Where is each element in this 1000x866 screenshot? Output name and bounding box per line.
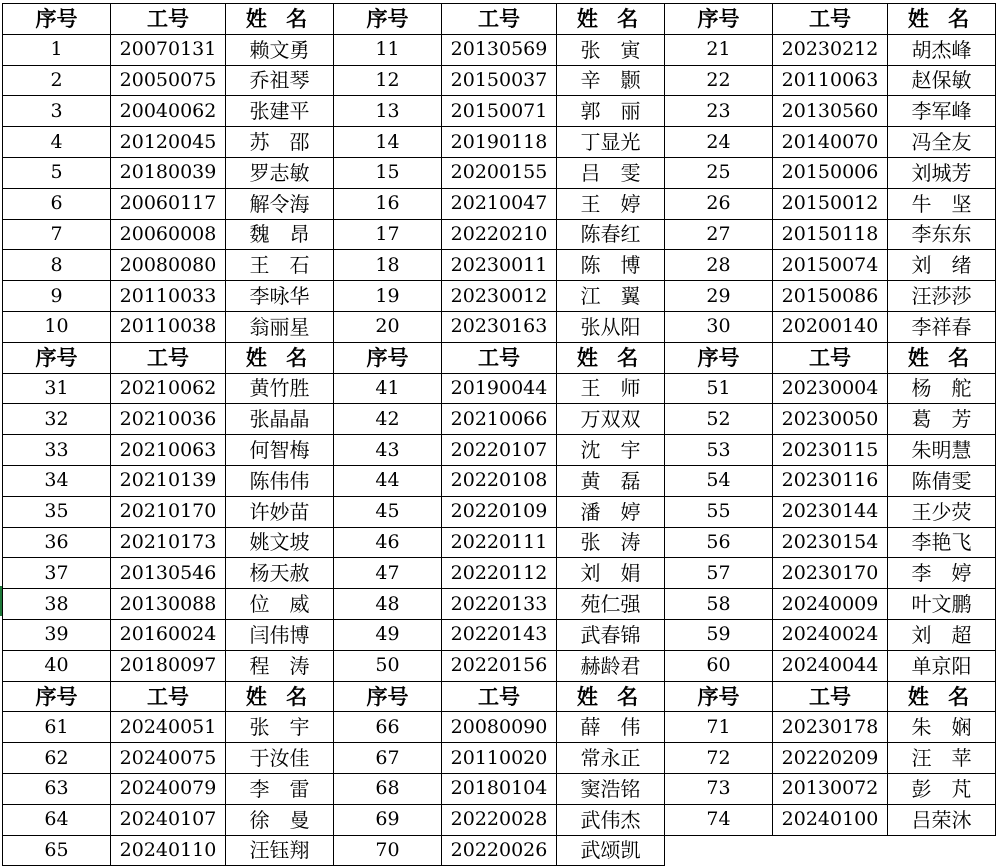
header-row (3, 342, 996, 373)
name-cell[interactable]: 葛芳 (888, 404, 996, 435)
name-cell[interactable]: 黄竹胜 (226, 373, 334, 404)
name-cell[interactable]: 汪钰翔 (226, 835, 334, 866)
employee-id-cell[interactable]: 20210173 (111, 527, 226, 558)
employee-id-cell[interactable]: 20210047 (442, 188, 557, 219)
employee-id-cell[interactable]: 20150006 (773, 157, 888, 188)
seq-cell[interactable]: 59 (665, 619, 773, 650)
seq-cell[interactable]: 21 (665, 34, 773, 65)
name-cell[interactable]: 王石 (226, 250, 334, 281)
column-header-seq[interactable]: 序号 (3, 342, 111, 373)
employee-id-cell[interactable]: 20180097 (111, 650, 226, 681)
staff-roster-table (2, 3, 996, 866)
seq-cell[interactable]: 43 (334, 435, 442, 466)
employee-id-cell[interactable]: 20240009 (773, 589, 888, 620)
employee-id-cell[interactable]: 20130088 (111, 589, 226, 620)
name-cell[interactable]: 李婷 (888, 558, 996, 589)
employee-id-cell[interactable]: 20240044 (773, 650, 888, 681)
column-header-id[interactable]: 工号 (111, 342, 226, 373)
table-row (3, 465, 996, 496)
name-cell[interactable]: 魏昂 (226, 219, 334, 250)
seq-cell[interactable]: 32 (3, 404, 111, 435)
name-cell[interactable]: 李军峰 (888, 96, 996, 127)
employee-id-cell[interactable]: 20220112 (442, 558, 557, 589)
employee-id-cell[interactable]: 20080090 (442, 712, 557, 743)
column-header-name[interactable]: 姓 名 (557, 4, 665, 35)
table-row (3, 96, 996, 127)
table-row (3, 619, 996, 650)
seq-cell[interactable]: 67 (334, 743, 442, 774)
seq-cell[interactable]: 10 (3, 311, 111, 342)
seq-cell[interactable]: 30 (665, 311, 773, 342)
employee-id-cell[interactable]: 20230011 (442, 250, 557, 281)
empty-cell[interactable] (888, 835, 996, 866)
seq-cell[interactable]: 24 (665, 127, 773, 158)
name-cell[interactable]: 薛伟 (557, 712, 665, 743)
name-cell[interactable]: 吕雯 (557, 157, 665, 188)
seq-cell[interactable]: 15 (334, 157, 442, 188)
name-cell[interactable]: 张晶晶 (226, 404, 334, 435)
name-cell[interactable]: 沈宇 (557, 435, 665, 466)
employee-id-cell[interactable]: 20210062 (111, 373, 226, 404)
seq-cell[interactable]: 18 (334, 250, 442, 281)
column-header-seq[interactable]: 序号 (665, 342, 773, 373)
employee-id-cell[interactable]: 20180104 (442, 773, 557, 804)
table-row (3, 650, 996, 681)
seq-cell[interactable]: 40 (3, 650, 111, 681)
employee-id-cell[interactable]: 20110063 (773, 65, 888, 96)
seq-cell[interactable]: 11 (334, 34, 442, 65)
employee-id-cell[interactable]: 20240100 (773, 804, 888, 835)
name-cell[interactable]: 陈博 (557, 250, 665, 281)
column-header-seq[interactable]: 序号 (3, 681, 111, 712)
seq-cell[interactable]: 36 (3, 527, 111, 558)
seq-cell[interactable]: 45 (334, 496, 442, 527)
employee-id-cell[interactable]: 20230116 (773, 465, 888, 496)
name-cell[interactable]: 陈伟伟 (226, 465, 334, 496)
seq-cell[interactable]: 22 (665, 65, 773, 96)
column-header-id[interactable]: 工号 (442, 342, 557, 373)
name-cell[interactable]: 武伟杰 (557, 804, 665, 835)
seq-cell[interactable]: 62 (3, 743, 111, 774)
seq-cell[interactable]: 50 (334, 650, 442, 681)
column-header-id[interactable]: 工号 (773, 4, 888, 35)
name-cell[interactable]: 吕荣沐 (888, 804, 996, 835)
seq-cell[interactable]: 44 (334, 465, 442, 496)
name-cell[interactable]: 王婷 (557, 188, 665, 219)
name-cell[interactable]: 郭丽 (557, 96, 665, 127)
employee-id-cell[interactable]: 20220108 (442, 465, 557, 496)
seq-cell[interactable]: 51 (665, 373, 773, 404)
name-cell[interactable]: 辛颢 (557, 65, 665, 96)
seq-cell[interactable]: 17 (334, 219, 442, 250)
employee-id-cell[interactable]: 20220026 (442, 835, 557, 866)
name-cell[interactable]: 刘城芳 (888, 157, 996, 188)
empty-cell[interactable] (665, 835, 773, 866)
name-cell[interactable]: 张建平 (226, 96, 334, 127)
table-row (3, 34, 996, 65)
seq-cell[interactable]: 73 (665, 773, 773, 804)
column-header-name[interactable]: 姓 名 (888, 4, 996, 35)
employee-id-cell[interactable]: 20080080 (111, 250, 226, 281)
name-cell[interactable]: 陈倩雯 (888, 465, 996, 496)
seq-cell[interactable]: 29 (665, 281, 773, 312)
name-cell[interactable]: 叶文鹏 (888, 589, 996, 620)
seq-cell[interactable]: 5 (3, 157, 111, 188)
seq-cell[interactable]: 8 (3, 250, 111, 281)
employee-id-cell[interactable]: 20210170 (111, 496, 226, 527)
seq-cell[interactable]: 28 (665, 250, 773, 281)
seq-cell[interactable]: 3 (3, 96, 111, 127)
employee-id-cell[interactable]: 20110020 (442, 743, 557, 774)
seq-cell[interactable]: 42 (334, 404, 442, 435)
column-header-name[interactable]: 姓 名 (888, 681, 996, 712)
seq-cell[interactable]: 61 (3, 712, 111, 743)
table-row (3, 281, 996, 312)
seq-cell[interactable]: 64 (3, 804, 111, 835)
seq-cell[interactable]: 31 (3, 373, 111, 404)
name-cell[interactable]: 乔祖琴 (226, 65, 334, 96)
employee-id-cell[interactable]: 20190044 (442, 373, 557, 404)
employee-id-cell[interactable]: 20220143 (442, 619, 557, 650)
name-cell[interactable]: 江翼 (557, 281, 665, 312)
employee-id-cell[interactable]: 20230144 (773, 496, 888, 527)
column-header-id[interactable]: 工号 (442, 681, 557, 712)
employee-id-cell[interactable]: 20040062 (111, 96, 226, 127)
column-header-name[interactable]: 姓 名 (226, 681, 334, 712)
employee-id-cell[interactable]: 20220133 (442, 589, 557, 620)
seq-cell[interactable]: 41 (334, 373, 442, 404)
table-row (3, 219, 996, 250)
seq-cell[interactable]: 65 (3, 835, 111, 866)
seq-cell[interactable]: 53 (665, 435, 773, 466)
seq-cell[interactable]: 1 (3, 34, 111, 65)
seq-cell[interactable]: 47 (334, 558, 442, 589)
employee-id-cell[interactable]: 20220109 (442, 496, 557, 527)
employee-id-cell[interactable]: 20220111 (442, 527, 557, 558)
seq-cell[interactable]: 2 (3, 65, 111, 96)
seq-cell[interactable]: 57 (665, 558, 773, 589)
name-cell[interactable]: 李咏华 (226, 281, 334, 312)
table-row (3, 743, 996, 774)
employee-id-cell[interactable]: 20180039 (111, 157, 226, 188)
empty-cell[interactable] (773, 835, 888, 866)
employee-id-cell[interactable]: 20210063 (111, 435, 226, 466)
column-header-seq[interactable]: 序号 (3, 4, 111, 35)
seq-cell[interactable]: 48 (334, 589, 442, 620)
seq-cell[interactable]: 7 (3, 219, 111, 250)
table-row (3, 127, 996, 158)
name-cell[interactable]: 杨天赦 (226, 558, 334, 589)
seq-cell[interactable]: 35 (3, 496, 111, 527)
employee-id-cell[interactable]: 20220028 (442, 804, 557, 835)
name-cell[interactable]: 胡杰峰 (888, 34, 996, 65)
table-row (3, 435, 996, 466)
seq-cell[interactable]: 19 (334, 281, 442, 312)
seq-cell[interactable]: 14 (334, 127, 442, 158)
employee-id-cell[interactable]: 20240075 (111, 743, 226, 774)
table-row (3, 558, 996, 589)
seq-cell[interactable]: 54 (665, 465, 773, 496)
seq-cell[interactable]: 71 (665, 712, 773, 743)
employee-id-cell[interactable]: 20070131 (111, 34, 226, 65)
header-row (3, 681, 996, 712)
seq-cell[interactable]: 13 (334, 96, 442, 127)
name-cell[interactable]: 朱明慧 (888, 435, 996, 466)
seq-cell[interactable]: 12 (334, 65, 442, 96)
employee-id-cell[interactable]: 20240107 (111, 804, 226, 835)
name-cell[interactable]: 万双双 (557, 404, 665, 435)
seq-cell[interactable]: 46 (334, 527, 442, 558)
employee-id-cell[interactable]: 20230212 (773, 34, 888, 65)
employee-id-cell[interactable]: 20120045 (111, 127, 226, 158)
seq-cell[interactable]: 23 (665, 96, 773, 127)
name-cell[interactable]: 常永正 (557, 743, 665, 774)
name-cell[interactable]: 于汝佳 (226, 743, 334, 774)
column-header-id[interactable]: 工号 (111, 4, 226, 35)
name-cell[interactable]: 丁显光 (557, 127, 665, 158)
table-row (3, 712, 996, 743)
name-cell[interactable]: 张宇 (226, 712, 334, 743)
employee-id-cell[interactable]: 20240024 (773, 619, 888, 650)
column-header-name[interactable]: 姓 名 (557, 681, 665, 712)
column-header-id[interactable]: 工号 (111, 681, 226, 712)
seq-cell[interactable]: 16 (334, 188, 442, 219)
name-cell[interactable]: 黄磊 (557, 465, 665, 496)
seq-cell[interactable]: 66 (334, 712, 442, 743)
employee-id-cell[interactable]: 20230163 (442, 311, 557, 342)
name-cell[interactable]: 武春锦 (557, 619, 665, 650)
name-cell[interactable]: 刘超 (888, 619, 996, 650)
seq-cell[interactable]: 6 (3, 188, 111, 219)
seq-cell[interactable]: 25 (665, 157, 773, 188)
employee-id-cell[interactable]: 20220107 (442, 435, 557, 466)
employee-id-cell[interactable]: 20230178 (773, 712, 888, 743)
employee-id-cell[interactable]: 20160024 (111, 619, 226, 650)
name-cell[interactable]: 李雷 (226, 773, 334, 804)
employee-id-cell[interactable]: 20150086 (773, 281, 888, 312)
name-cell[interactable]: 闫伟博 (226, 619, 334, 650)
seq-cell[interactable]: 55 (665, 496, 773, 527)
header-row (3, 4, 996, 35)
employee-id-cell[interactable]: 20130546 (111, 558, 226, 589)
employee-id-cell[interactable]: 20220156 (442, 650, 557, 681)
seq-cell[interactable]: 27 (665, 219, 773, 250)
column-header-seq[interactable]: 序号 (665, 681, 773, 712)
employee-id-cell[interactable]: 20240051 (111, 712, 226, 743)
employee-id-cell[interactable]: 20050075 (111, 65, 226, 96)
column-header-seq[interactable]: 序号 (334, 681, 442, 712)
employee-id-cell[interactable]: 20240110 (111, 835, 226, 866)
employee-id-cell[interactable]: 20230154 (773, 527, 888, 558)
name-cell[interactable]: 杨舵 (888, 373, 996, 404)
employee-id-cell[interactable]: 20220210 (442, 219, 557, 250)
employee-id-cell[interactable]: 20150118 (773, 219, 888, 250)
column-header-name[interactable]: 姓 名 (226, 342, 334, 373)
table-row (3, 404, 996, 435)
table-row (3, 527, 996, 558)
employee-id-cell[interactable]: 20230004 (773, 373, 888, 404)
employee-id-cell[interactable]: 20130569 (442, 34, 557, 65)
name-cell[interactable]: 冯全友 (888, 127, 996, 158)
seq-cell[interactable]: 72 (665, 743, 773, 774)
employee-id-cell[interactable]: 20240079 (111, 773, 226, 804)
name-cell[interactable]: 张从阳 (557, 311, 665, 342)
seq-cell[interactable]: 20 (334, 311, 442, 342)
name-cell[interactable]: 王师 (557, 373, 665, 404)
name-cell[interactable]: 翁丽星 (226, 311, 334, 342)
table-row (3, 157, 996, 188)
employee-id-cell[interactable]: 20130072 (773, 773, 888, 804)
employee-id-cell[interactable]: 20130560 (773, 96, 888, 127)
name-cell[interactable]: 汪苹 (888, 743, 996, 774)
name-cell[interactable]: 赵保敏 (888, 65, 996, 96)
column-header-seq[interactable]: 序号 (665, 4, 773, 35)
seq-cell[interactable]: 49 (334, 619, 442, 650)
name-cell[interactable]: 牛坚 (888, 188, 996, 219)
column-header-name[interactable]: 姓 名 (888, 342, 996, 373)
table-row (3, 496, 996, 527)
employee-id-cell[interactable]: 20150012 (773, 188, 888, 219)
name-cell[interactable]: 陈春红 (557, 219, 665, 250)
name-cell[interactable]: 位威 (226, 589, 334, 620)
employee-id-cell[interactable]: 20200155 (442, 157, 557, 188)
employee-id-cell[interactable]: 20150074 (773, 250, 888, 281)
column-header-id[interactable]: 工号 (442, 4, 557, 35)
name-cell[interactable]: 潘婷 (557, 496, 665, 527)
table-row (3, 65, 996, 96)
employee-id-cell[interactable]: 20060008 (111, 219, 226, 250)
table-row (3, 250, 996, 281)
name-cell[interactable]: 李东东 (888, 219, 996, 250)
employee-id-cell[interactable]: 20110038 (111, 311, 226, 342)
name-cell[interactable]: 刘绪 (888, 250, 996, 281)
seq-cell[interactable]: 9 (3, 281, 111, 312)
name-cell[interactable]: 苏邵 (226, 127, 334, 158)
seq-cell[interactable]: 63 (3, 773, 111, 804)
seq-cell[interactable]: 37 (3, 558, 111, 589)
name-cell[interactable]: 汪莎莎 (888, 281, 996, 312)
employee-id-cell[interactable]: 20110033 (111, 281, 226, 312)
employee-id-cell[interactable]: 20220209 (773, 743, 888, 774)
name-cell[interactable]: 赖文勇 (226, 34, 334, 65)
employee-id-cell[interactable]: 20140070 (773, 127, 888, 158)
column-header-id[interactable]: 工号 (773, 681, 888, 712)
name-cell[interactable]: 武颂凯 (557, 835, 665, 866)
table-row (3, 589, 996, 620)
table-row (3, 835, 996, 866)
table-row (3, 773, 996, 804)
seq-cell[interactable]: 34 (3, 465, 111, 496)
name-cell[interactable]: 姚文坡 (226, 527, 334, 558)
employee-id-cell[interactable]: 20150037 (442, 65, 557, 96)
seq-cell[interactable]: 58 (665, 589, 773, 620)
name-cell[interactable]: 彭芃 (888, 773, 996, 804)
seq-cell[interactable]: 26 (665, 188, 773, 219)
seq-cell[interactable]: 69 (334, 804, 442, 835)
name-cell[interactable]: 张寅 (557, 34, 665, 65)
seq-cell[interactable]: 33 (3, 435, 111, 466)
employee-id-cell[interactable]: 20200140 (773, 311, 888, 342)
name-cell[interactable]: 罗志敏 (226, 157, 334, 188)
employee-id-cell[interactable]: 20060117 (111, 188, 226, 219)
seq-cell[interactable]: 70 (334, 835, 442, 866)
table-row (3, 311, 996, 342)
column-header-name[interactable]: 姓 名 (557, 342, 665, 373)
name-cell[interactable]: 王少荧 (888, 496, 996, 527)
employee-id-cell[interactable]: 20230012 (442, 281, 557, 312)
name-cell[interactable]: 窦浩铭 (557, 773, 665, 804)
name-cell[interactable]: 解令海 (226, 188, 334, 219)
name-cell[interactable]: 赫龄君 (557, 650, 665, 681)
name-cell[interactable]: 程涛 (226, 650, 334, 681)
seq-cell[interactable]: 56 (665, 527, 773, 558)
employee-id-cell[interactable]: 20150071 (442, 96, 557, 127)
table-row (3, 804, 996, 835)
column-header-name[interactable]: 姓 名 (226, 4, 334, 35)
seq-cell[interactable]: 52 (665, 404, 773, 435)
name-cell[interactable]: 张涛 (557, 527, 665, 558)
employee-id-cell[interactable]: 20190118 (442, 127, 557, 158)
name-cell[interactable]: 何智梅 (226, 435, 334, 466)
seq-cell[interactable]: 4 (3, 127, 111, 158)
seq-cell[interactable]: 68 (334, 773, 442, 804)
name-cell[interactable]: 徐曼 (226, 804, 334, 835)
seq-cell[interactable]: 39 (3, 619, 111, 650)
employee-id-cell[interactable]: 20210036 (111, 404, 226, 435)
seq-cell[interactable]: 74 (665, 804, 773, 835)
column-header-seq[interactable]: 序号 (334, 4, 442, 35)
name-cell[interactable]: 苑仁强 (557, 589, 665, 620)
seq-cell[interactable]: 38 (3, 589, 111, 620)
name-cell[interactable]: 李祥春 (888, 311, 996, 342)
column-header-seq[interactable]: 序号 (334, 342, 442, 373)
name-cell[interactable]: 朱娴 (888, 712, 996, 743)
seq-cell[interactable]: 60 (665, 650, 773, 681)
table-row (3, 188, 996, 219)
employee-id-cell[interactable]: 20210066 (442, 404, 557, 435)
name-cell[interactable]: 李艳飞 (888, 527, 996, 558)
employee-id-cell[interactable]: 20230170 (773, 558, 888, 589)
column-header-id[interactable]: 工号 (773, 342, 888, 373)
employee-id-cell[interactable]: 20230050 (773, 404, 888, 435)
table-row (3, 373, 996, 404)
employee-id-cell[interactable]: 20230115 (773, 435, 888, 466)
name-cell[interactable]: 许妙苗 (226, 496, 334, 527)
name-cell[interactable]: 刘娟 (557, 558, 665, 589)
name-cell[interactable]: 单京阳 (888, 650, 996, 681)
employee-id-cell[interactable]: 20210139 (111, 465, 226, 496)
